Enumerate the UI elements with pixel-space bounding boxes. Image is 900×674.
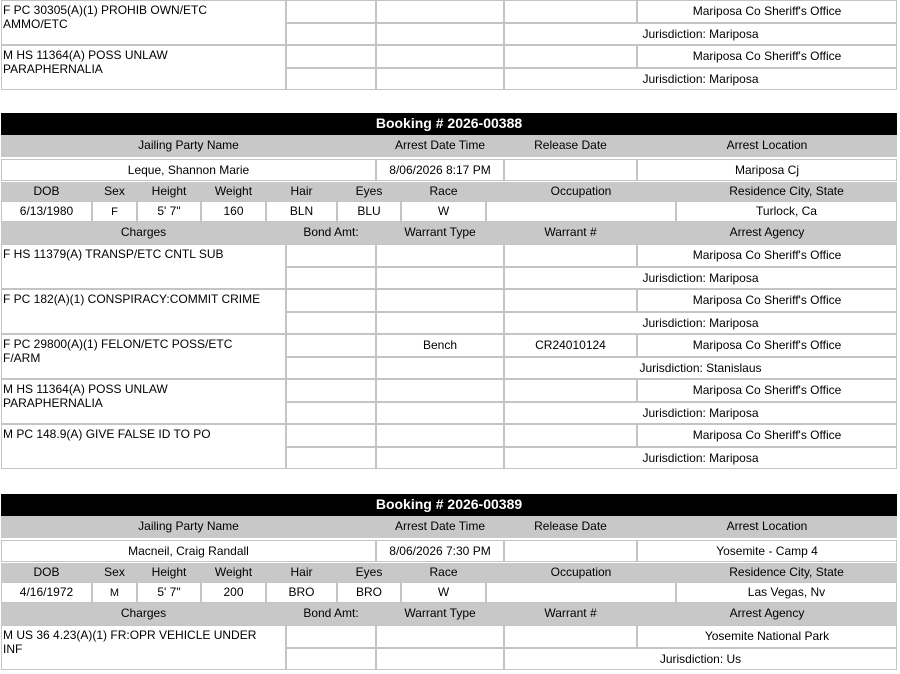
charge-line-2: AMMO/ETC — [3, 17, 68, 31]
empty-cell — [376, 68, 504, 90]
arrest-agency: Mariposa Co Sheriff's Office — [692, 338, 842, 352]
charge-line-1: F PC 30305(A)(1) PROHIB OWN/ETC — [3, 3, 208, 17]
warrant-number — [504, 629, 637, 643]
height: 5' 7" — [157, 204, 181, 218]
occupation — [486, 204, 676, 218]
label-hair: Hair — [266, 182, 337, 201]
empty-cell — [286, 68, 376, 90]
label-eyes: Eyes — [337, 563, 401, 582]
arrest-agency: Mariposa Co Sheriff's Office — [692, 428, 842, 442]
release-date — [504, 163, 637, 177]
label-arrest-location: Arrest Location — [637, 135, 897, 157]
race: W — [437, 204, 450, 218]
warrant-type — [376, 4, 504, 18]
label-release-date: Release Date — [504, 135, 637, 157]
label-eyes: Eyes — [337, 182, 401, 201]
arrest-agency: Mariposa Co Sheriff's Office — [692, 248, 842, 262]
warrant-type — [376, 248, 504, 262]
warrant-number — [504, 49, 637, 63]
bond-amount — [286, 248, 376, 262]
charge-line-2 — [3, 261, 283, 275]
label-charges: Charges — [1, 222, 286, 244]
label-weight: Weight — [201, 563, 266, 582]
label-sex: Sex — [92, 563, 137, 582]
charge-line-2 — [3, 306, 283, 320]
label-height: Height — [137, 563, 201, 582]
warrant-number — [504, 4, 637, 18]
label-jailing-party-name: Jailing Party Name — [1, 135, 376, 157]
jurisdiction: Jurisdiction: Us — [659, 652, 742, 666]
empty-cell — [286, 402, 376, 424]
hair: BRO — [288, 585, 315, 599]
sex: F — [111, 206, 118, 218]
charge-line-1: M US 36 4.23(A)(1) FR:OPR VEHICLE UNDER — [3, 628, 257, 642]
empty-cell — [286, 648, 376, 670]
occupation — [486, 585, 676, 599]
warrant-type — [376, 383, 504, 397]
label-jailing-party-name: Jailing Party Name — [1, 516, 376, 538]
warrant-type — [376, 49, 504, 63]
charge-line-1: F PC 29800(A)(1) FELON/ETC POSS/ETC — [3, 337, 233, 351]
label-race: Race — [401, 563, 486, 582]
charge-line-1: M HS 11364(A) POSS UNLAW — [3, 382, 168, 396]
arrest-date-time: 8/06/2026 8:17 PM — [389, 163, 491, 177]
residence: Las Vegas, Nv — [747, 585, 826, 599]
label-race: Race — [401, 182, 486, 201]
warrant-number — [504, 248, 637, 262]
label-warrant-type: Warrant Type — [376, 222, 504, 244]
empty-cell — [286, 312, 376, 334]
arrest-agency: Mariposa Co Sheriff's Office — [692, 4, 842, 18]
arrest-agency: Mariposa Co Sheriff's Office — [692, 49, 842, 63]
arrest-agency: Mariposa Co Sheriff's Office — [692, 293, 842, 307]
arrest-agency: Mariposa Co Sheriff's Office — [692, 383, 842, 397]
sex: M — [109, 587, 120, 599]
bond-amount — [286, 4, 376, 18]
eyes: BRO — [355, 585, 382, 599]
label-weight: Weight — [201, 182, 266, 201]
weight: 200 — [223, 585, 244, 599]
empty-cell — [376, 312, 504, 334]
empty-cell — [376, 648, 504, 670]
label-warrant-type: Warrant Type — [376, 603, 504, 625]
arrest-date-time: 8/06/2026 7:30 PM — [389, 544, 491, 558]
dob: 4/16/1972 — [19, 585, 74, 599]
warrant-number — [504, 293, 637, 307]
hair: BLN — [289, 204, 314, 218]
bond-amount — [286, 383, 376, 397]
dob: 6/13/1980 — [19, 204, 74, 218]
jurisdiction: Jurisdiction: Mariposa — [642, 316, 759, 330]
booking-title-bar: Booking # 2026-00389 — [1, 494, 897, 516]
label-residence: Residence City, State — [676, 563, 897, 582]
label-arrest-agency: Arrest Agency — [637, 222, 897, 244]
warrant-number — [504, 383, 637, 397]
label-dob: DOB — [1, 563, 92, 582]
label-warrant-no: Warrant # — [504, 222, 637, 244]
jurisdiction: Jurisdiction: Stanislaus — [639, 361, 762, 375]
charge-line-2: PARAPHERNALIA — [3, 396, 103, 410]
race: W — [437, 585, 450, 599]
label-sex: Sex — [92, 182, 137, 201]
label-bond-amt: Bond Amt: — [286, 603, 376, 625]
release-date — [504, 544, 637, 558]
warrant-number — [504, 428, 637, 442]
residence: Turlock, Ca — [756, 204, 817, 218]
charge-line-1: M HS 11364(A) POSS UNLAW — [3, 48, 168, 62]
label-occupation: Occupation — [486, 563, 676, 582]
height: 5' 7" — [157, 585, 181, 599]
charge-line-2: PARAPHERNALIA — [3, 62, 103, 76]
label-arrest-date-time: Arrest Date Time — [376, 135, 504, 157]
jurisdiction: Jurisdiction: Mariposa — [642, 451, 759, 465]
charge-line-1: F HS 11379(A) TRANSP/ETC CNTL SUB — [3, 247, 224, 261]
bond-amount — [286, 338, 376, 352]
label-warrant-no: Warrant # — [504, 603, 637, 625]
bond-amount — [286, 629, 376, 643]
empty-cell — [376, 357, 504, 379]
warrant-type: Bench — [422, 338, 458, 352]
arrest-location: Yosemite - Camp 4 — [716, 544, 818, 558]
empty-cell — [376, 402, 504, 424]
weight: 160 — [223, 204, 244, 218]
warrant-type — [376, 428, 504, 442]
charge-line-1: F PC 182(A)(1) CONSPIRACY:COMMIT CRIME — [3, 292, 261, 306]
jailing-party-name: Macneil, Craig Randall — [128, 544, 249, 558]
booking-title-bar: Booking # 2026-00388 — [1, 113, 897, 135]
label-dob: DOB — [1, 182, 92, 201]
empty-cell — [286, 267, 376, 289]
label-occupation: Occupation — [486, 182, 676, 201]
arrest-agency: Yosemite National Park — [704, 629, 830, 643]
arrest-location: Mariposa Cj — [734, 163, 800, 177]
empty-cell — [376, 23, 504, 45]
charge-line-1: M PC 148.9(A) GIVE FALSE ID TO PO — [3, 427, 211, 441]
label-arrest-location: Arrest Location — [637, 516, 897, 538]
jurisdiction: Jurisdiction: Mariposa — [642, 27, 759, 41]
empty-cell — [376, 447, 504, 469]
bond-amount — [286, 428, 376, 442]
warrant-type — [376, 629, 504, 643]
charge-line-2: F/ARM — [3, 351, 41, 365]
warrant-type — [376, 293, 504, 307]
label-hair: Hair — [266, 563, 337, 582]
bond-amount — [286, 49, 376, 63]
label-release-date: Release Date — [504, 516, 637, 538]
empty-cell — [376, 267, 504, 289]
jurisdiction: Jurisdiction: Mariposa — [642, 72, 759, 86]
charge-line-2 — [3, 441, 283, 455]
warrant-number: CR24010124 — [535, 338, 606, 352]
jurisdiction: Jurisdiction: Mariposa — [642, 271, 759, 285]
jailing-party-name: Leque, Shannon Marie — [127, 163, 250, 177]
eyes: BLU — [357, 204, 381, 218]
jurisdiction: Jurisdiction: Mariposa — [642, 406, 759, 420]
label-residence: Residence City, State — [676, 182, 897, 201]
label-arrest-date-time: Arrest Date Time — [376, 516, 504, 538]
charge-line-2: INF — [3, 642, 23, 656]
label-height: Height — [137, 182, 201, 201]
empty-cell — [286, 23, 376, 45]
empty-cell — [286, 447, 376, 469]
label-arrest-agency: Arrest Agency — [637, 603, 897, 625]
empty-cell — [286, 357, 376, 379]
label-charges: Charges — [1, 603, 286, 625]
bond-amount — [286, 293, 376, 307]
label-bond-amt: Bond Amt: — [286, 222, 376, 244]
